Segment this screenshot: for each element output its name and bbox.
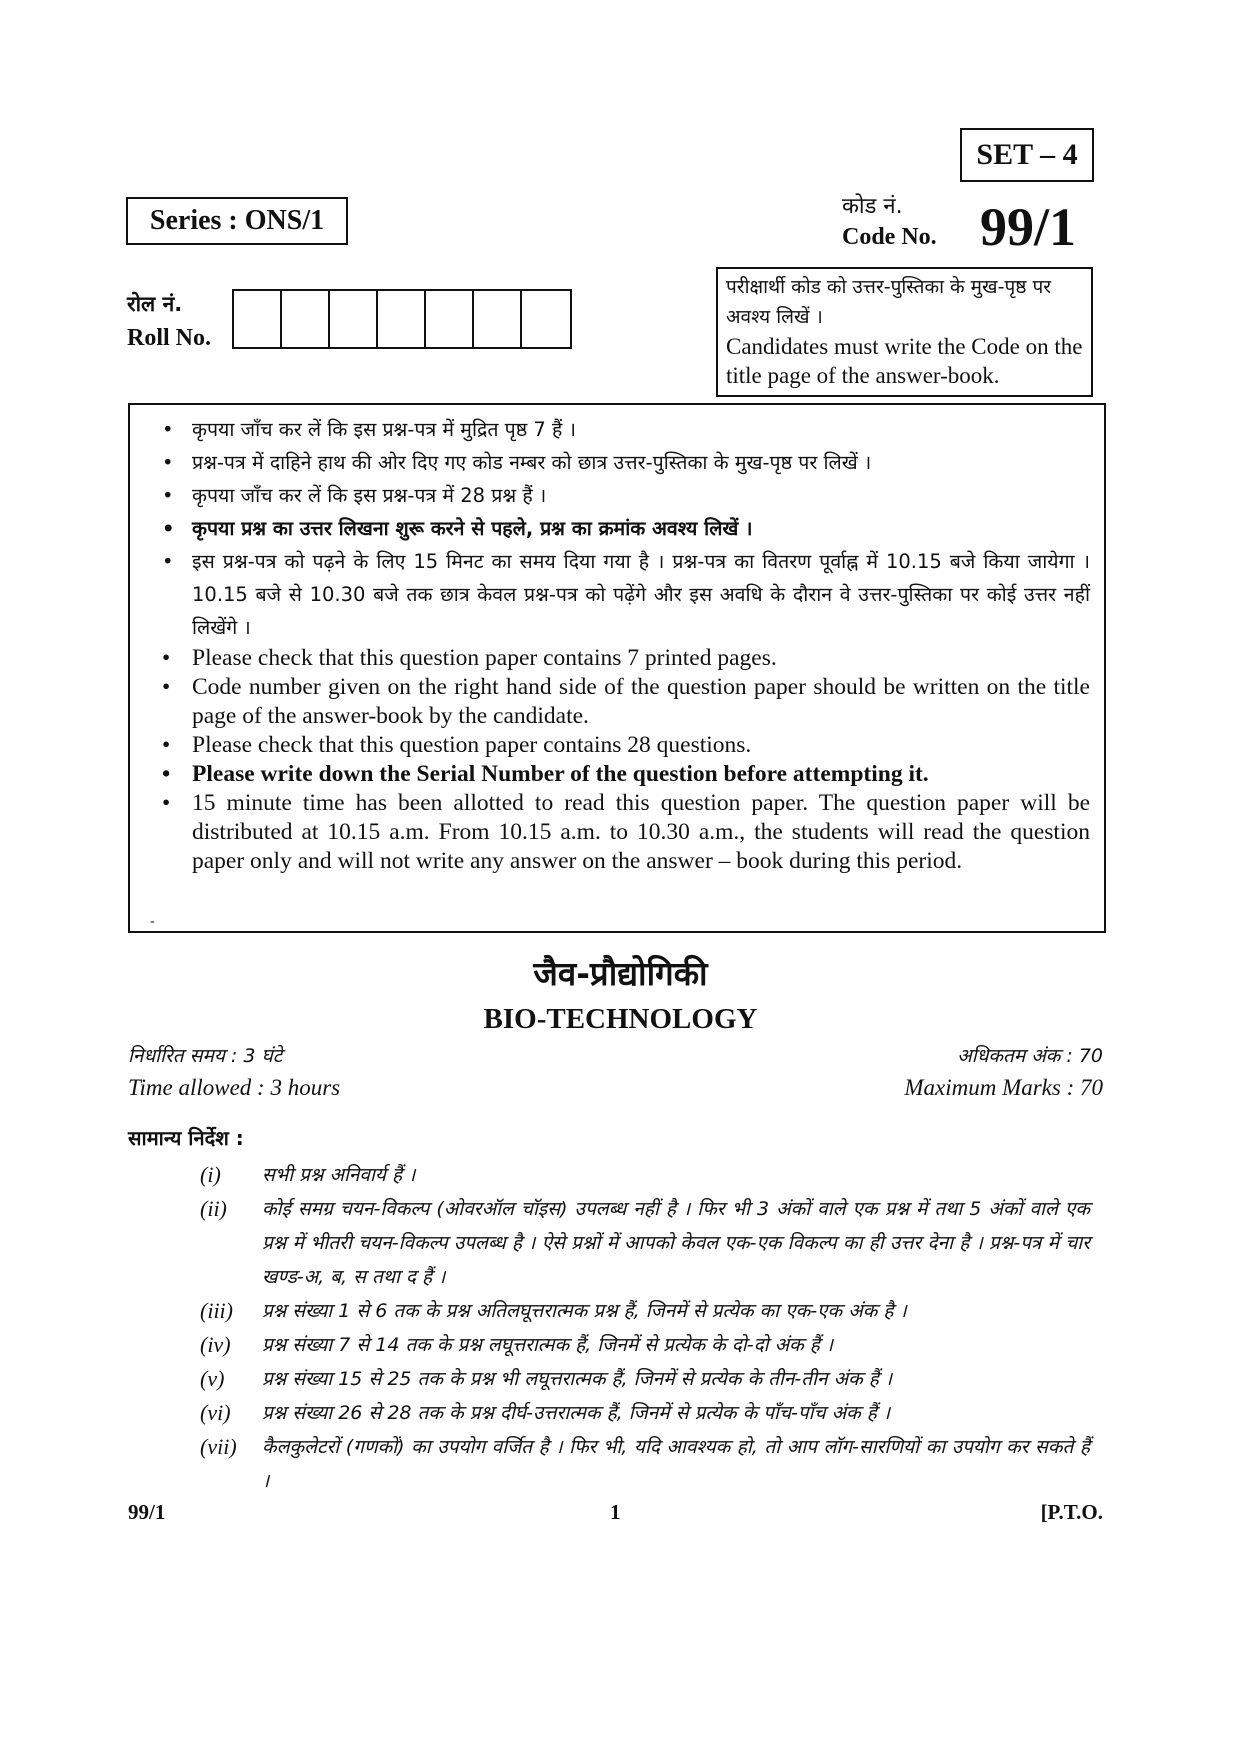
roll-label-english: Roll No.: [127, 325, 211, 351]
general-instructions-heading: सामान्य निर्देश :: [128, 1126, 244, 1150]
roll-digit-box[interactable]: [234, 291, 282, 347]
item-number: (vii): [200, 1434, 237, 1459]
instruction-item: • Please write down the Serial Number of the question before attempting it.: [144, 760, 1090, 789]
roll-digit-box[interactable]: [426, 291, 474, 347]
instruction-item: • इस प्रश्न-पत्र को पढ़ने के लिए 15 मिनट का समय दिया गया है । प्रश्न-पत्र का वितरण पूर्वाह्न में 10.15 बजे किया जायेगा । 10.15 बजे से 10.30 बजे तक छात्र केवल प्रश्न-पत्र को पढ़ेंगे और इस अवधि के दौरान वे उत्तर-पुस्तिका पर कोई उत्तर नहीं लिखेंगे ।: [144, 545, 1090, 644]
roll-digit-box[interactable]: [282, 291, 330, 347]
footer-code: 99/1: [128, 1500, 166, 1524]
instruction-item: • कृपया प्रश्न का उत्तर लिखना शुरू करने से पहले, प्रश्न का क्रमांक अवश्य लिखें ।: [144, 512, 1090, 545]
page-number: 1: [610, 1500, 621, 1524]
roll-digit-box[interactable]: [330, 291, 378, 347]
code-note-box: [716, 267, 1093, 397]
instructions-hindi-list: [144, 413, 1090, 644]
item-text: सभी प्रश्न अनिवार्य हैं ।: [262, 1164, 416, 1186]
subject-title-english: BIO-TECHNOLOGY: [483, 1003, 758, 1035]
instructions-box: [128, 403, 1106, 933]
item-number: (iii): [200, 1298, 233, 1323]
instruction-item: • कृपया जाँच कर लें कि इस प्रश्न-पत्र में मुद्रित पृष्ठ 7 हैं ।: [144, 413, 1090, 446]
general-instruction-item: [200, 1430, 1090, 1498]
general-instruction-item: [200, 1396, 1090, 1430]
item-text: प्रश्न संख्या 26 से 28 तक के प्रश्न दीर्घ-उत्तरात्मक हैं, जिनमें से प्रत्येक के पाँच-पाँच अंक हैं ।: [262, 1402, 891, 1424]
time-allowed-english: Time allowed : 3 hours: [128, 1075, 341, 1100]
instructions-english-list: [144, 644, 1090, 876]
item-number: (i): [200, 1162, 221, 1187]
instruction-item: • कृपया जाँच कर लें कि इस प्रश्न-पत्र में 28 प्रश्न हैं ।: [144, 479, 1090, 512]
code-number: 99/1: [980, 197, 1077, 257]
instruction-item: • Code number given on the right hand side of the question paper should be written on the title page of the answer-book by the candidate.: [144, 673, 1090, 731]
general-instruction-item: [200, 1328, 1090, 1362]
item-text: कोई समग्र चयन-विकल्प (ओवरऑल चॉइस) उपलब्ध नहीं है । फिर भी 3 अंकों वाले एक प्रश्न में तथा 5 अंकों वाले एक प्रश्न में भीतरी चयन-विकल्प उपलब्ध है । ऐसे प्रश्नों में आपको केवल एक-एक विकल्प का ही उत्तर देना है । प्रश्न-पत्र में चार खण्ड-अ, ब, स तथा द हैं ।: [262, 1198, 1090, 1288]
general-instruction-item: [200, 1158, 1090, 1192]
instruction-item: • Please check that this question paper contains 7 printed pages.: [144, 644, 1090, 673]
general-instruction-item: [200, 1192, 1090, 1294]
item-text: प्रश्न संख्या 15 से 25 तक के प्रश्न भी लघूत्तरात्मक हैं, जिनमें से प्रत्येक के तीन-तीन अंक हैं ।: [262, 1368, 893, 1390]
series-box: [126, 197, 348, 245]
general-instruction-item: [200, 1362, 1090, 1396]
roll-digit-box[interactable]: [474, 291, 522, 347]
item-number: (iv): [200, 1332, 231, 1357]
instruction-item: • 15 minute time has been allotted to read this question paper. The question paper will be distributed at 10.15 a.m. From 10.15 a.m. to 10.30 a.m., the students will read the question paper only and will not write any answer on the answer – book during this period.: [144, 789, 1090, 876]
set-number-box: [960, 128, 1094, 182]
series-label: Series : ONS/1: [149, 205, 325, 236]
roll-digit-box[interactable]: [378, 291, 426, 347]
item-number: (v): [200, 1366, 225, 1391]
subject-title-hindi: जैव-प्रौद्योगिकी: [533, 954, 708, 993]
instruction-item: • Please check that this question paper contains 28 questions.: [144, 731, 1090, 760]
roll-digit-box[interactable]: [522, 291, 570, 347]
item-number: (vi): [200, 1400, 231, 1425]
max-marks-hindi: अधिकतम अंक : 70: [957, 1045, 1103, 1067]
roll-number-grid[interactable]: [232, 289, 572, 349]
general-instruction-item: [200, 1294, 1090, 1328]
pto-label: [P.T.O.: [1040, 1500, 1103, 1524]
code-note-hindi: परीक्षार्थी कोड को उत्तर-पुस्तिका के मुख-पृष्ठ पर अवश्य लिखें ।: [726, 276, 1052, 328]
item-text: प्रश्न संख्या 7 से 14 तक के प्रश्न लघूत्तरात्मक हैं, जिनमें से प्रत्येक के दो-दो अंक हैं ।: [262, 1334, 834, 1356]
code-label-english: Code No.: [842, 224, 937, 250]
code-note-english: Candidates must write the Code on the title page of the answer-book.: [726, 334, 1083, 388]
max-marks-english: Maximum Marks : 70: [904, 1075, 1103, 1100]
item-text: कैलकुलेटरों (गणकों) का उपयोग वर्जित है । फिर भी, यदि आवश्यक हो, तो आप लॉग-सारणियों का उपयोग कर सकते हैं ।: [262, 1436, 1090, 1492]
instruction-item: • प्रश्न-पत्र में दाहिने हाथ की ओर दिए गए कोड नम्बर को छात्र उत्तर-पुस्तिका के मुख-पृष्ठ पर लिखें ।: [144, 446, 1090, 479]
set-label: SET – 4: [976, 138, 1078, 171]
time-allowed-hindi: निर्धारित समय : 3 घंटे: [128, 1045, 283, 1067]
item-number: (ii): [200, 1196, 227, 1221]
item-text: प्रश्न संख्या 1 से 6 तक के प्रश्न अतिलघूत्तरात्मक प्रश्न हैं, जिनमें से प्रत्येक का एक-एक अंक है ।: [262, 1300, 907, 1322]
code-label-hindi: कोड नं.: [842, 194, 903, 219]
roll-label-hindi: रोल नं.: [127, 292, 183, 316]
instructions-dash: -: [150, 914, 155, 929]
general-instructions-list: [200, 1158, 1090, 1498]
